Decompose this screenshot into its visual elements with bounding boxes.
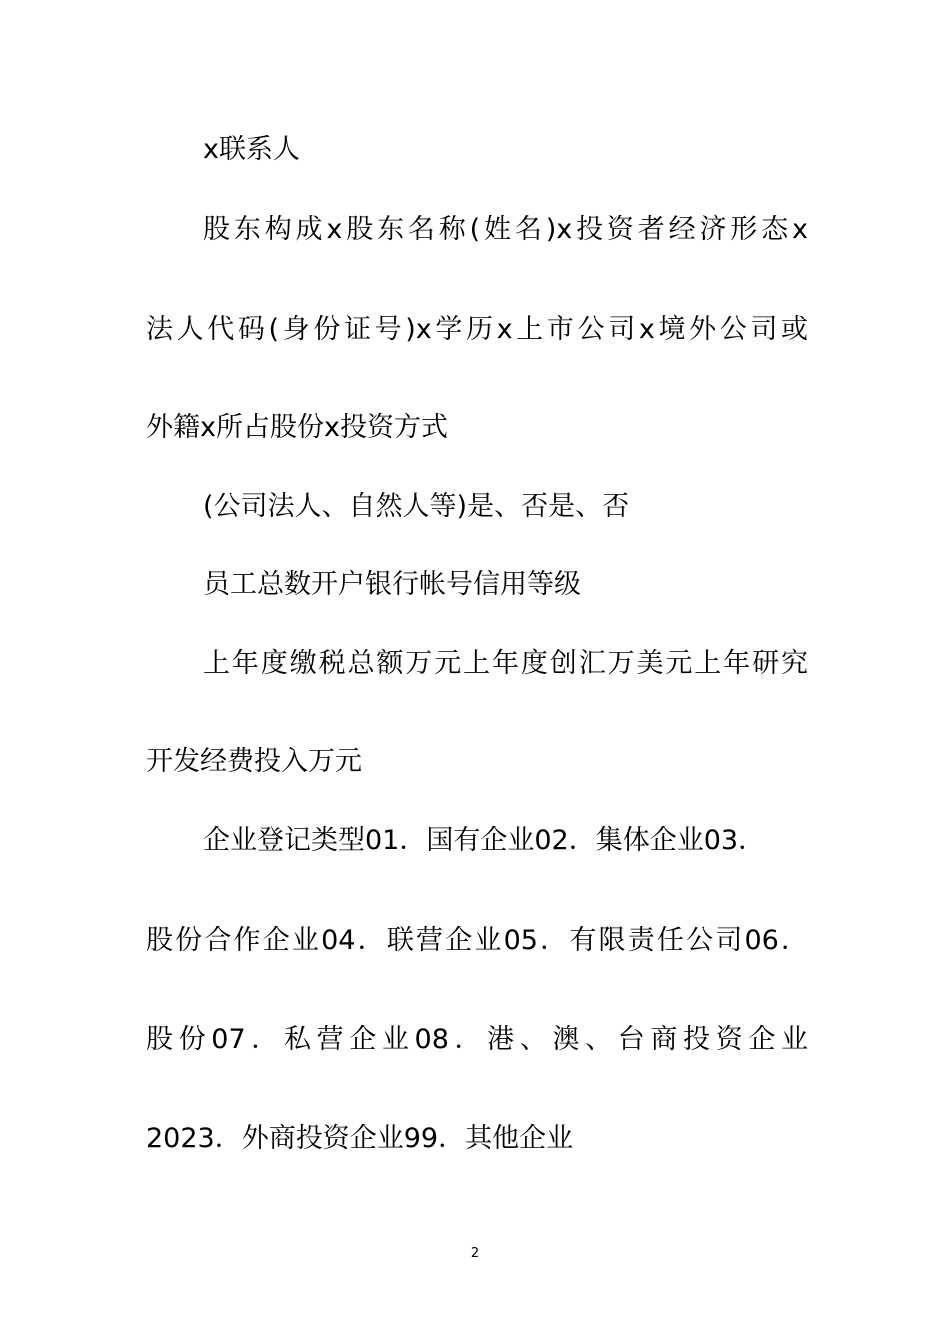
text-line-taxes: 上年度缴税总额万元上年度创汇万美元上年研究: [203, 648, 808, 679]
text-line-enterprise-types-2: 股份07．私营企业08．港、澳、台商投资企业: [146, 1024, 808, 1055]
text-line-registration-type: 企业登记类型01．国有企业02．集体企业03．: [203, 825, 766, 856]
text-line-yes-no: (公司法人、自然人等)是、否是、否: [203, 491, 630, 522]
text-line-shareholders: 股东构成x股东名称(姓名)x投资者经济形态x: [203, 214, 808, 245]
text-line-rd-funds: 开发经费投入万元: [146, 746, 362, 777]
text-line-legal-code: 法人代码(身份证号)x学历x上市公司x境外公司或: [146, 314, 808, 345]
text-line-contact: x联系人: [203, 134, 300, 165]
text-line-enterprise-types-3: 2023．外商投资企业99．其他企业: [146, 1123, 574, 1154]
text-line-employees: 员工总数开户银行帐号信用等级: [203, 569, 581, 600]
text-line-foreign: 外籍x所占股份x投资方式: [146, 412, 448, 443]
text-line-enterprise-types-1: 股份合作企业04．联营企业05．有限责任公司06．: [146, 925, 808, 956]
page-number: 2: [470, 1246, 480, 1261]
